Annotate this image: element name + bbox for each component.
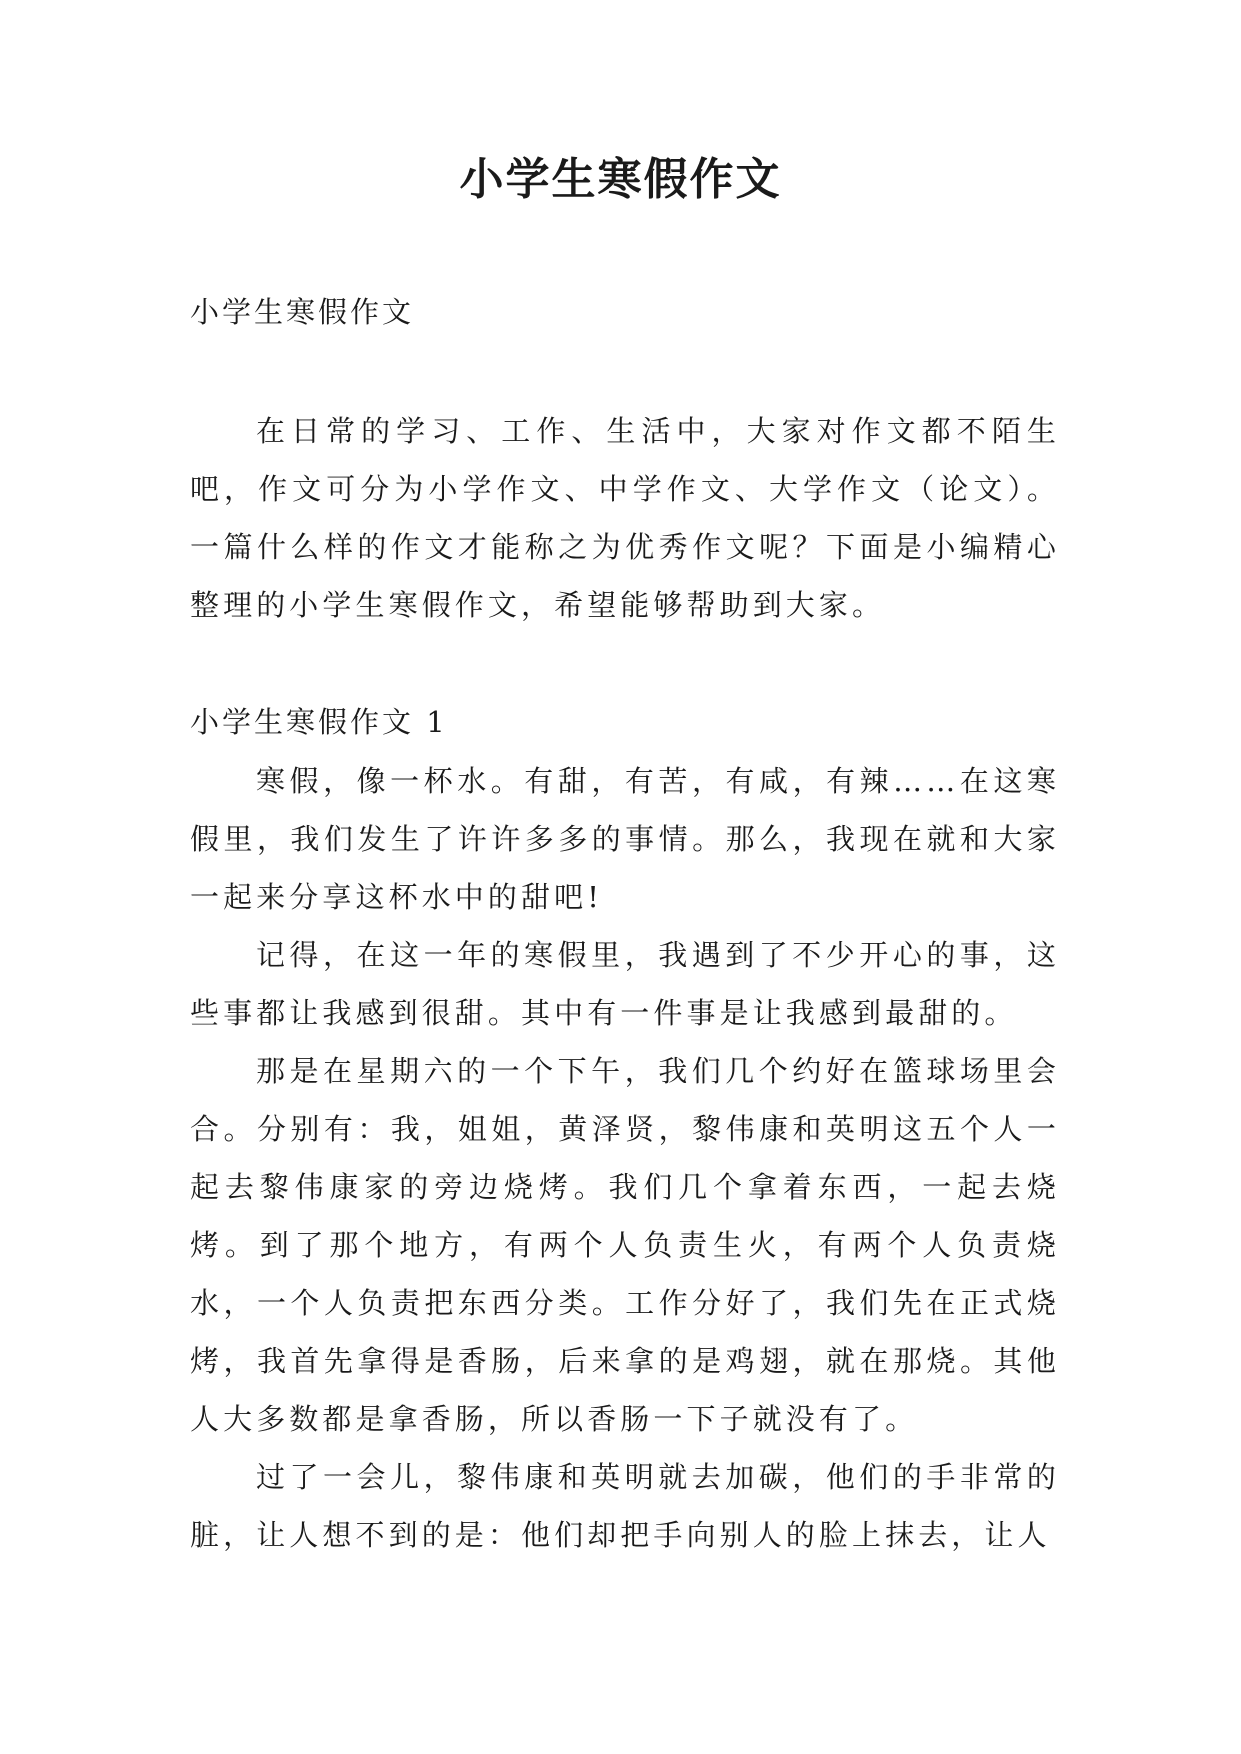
intro-paragraph: 在日常的学习、工作、生活中，大家对作文都不陌生吧，作文可分为小学作文、中学作文、大学作文（论文）。一篇什么样的作文才能称之为优秀作文呢？下面是小编精心整理的小学生寒假作文，希望能够帮助到大家。 [190,414,1060,622]
section-heading: 小学生寒假作文 1 [190,705,448,739]
document-title: 小学生寒假作文 [459,154,782,205]
intro-section [190,402,1060,634]
body-paragraph: 记得，在这一年的寒假里，我遇到了不少开心的事，这些事都让我感到很甜。其中有一件事是让我感到最甜的。 [190,938,1060,1030]
body-paragraph: 过了一会儿，黎伟康和英明就去加碳，他们的手非常的脏，让人想不到的是：他们却把手向别人的脸上抹去，让人 [190,1460,1060,1552]
essay-body [190,752,1060,1564]
body-paragraph: 寒假，像一杯水。有甜，有苦，有咸，有辣……在这寒假里，我们发生了许许多多的事情。那么，我现在就和大家一起来分享这杯水中的甜吧! [190,764,1060,914]
document-subtitle: 小学生寒假作文 [190,295,415,329]
body-paragraph: 那是在星期六的一个下午，我们几个约好在篮球场里会合。分别有：我，姐姐，黄泽贤，黎伟康和英明这五个人一起去黎伟康家的旁边烧烤。我们几个拿着东西，一起去烧烤。到了那个地方，有两个人负责生火，有两个人负责烧水，一个人负责把东西分类。工作分好了，我们先在正式烧烤，我首先拿得是香肠，后来拿的是鸡翅，就在那烧。其他人大多数都是拿香肠，所以香肠一下子就没有了。 [190,1054,1060,1436]
